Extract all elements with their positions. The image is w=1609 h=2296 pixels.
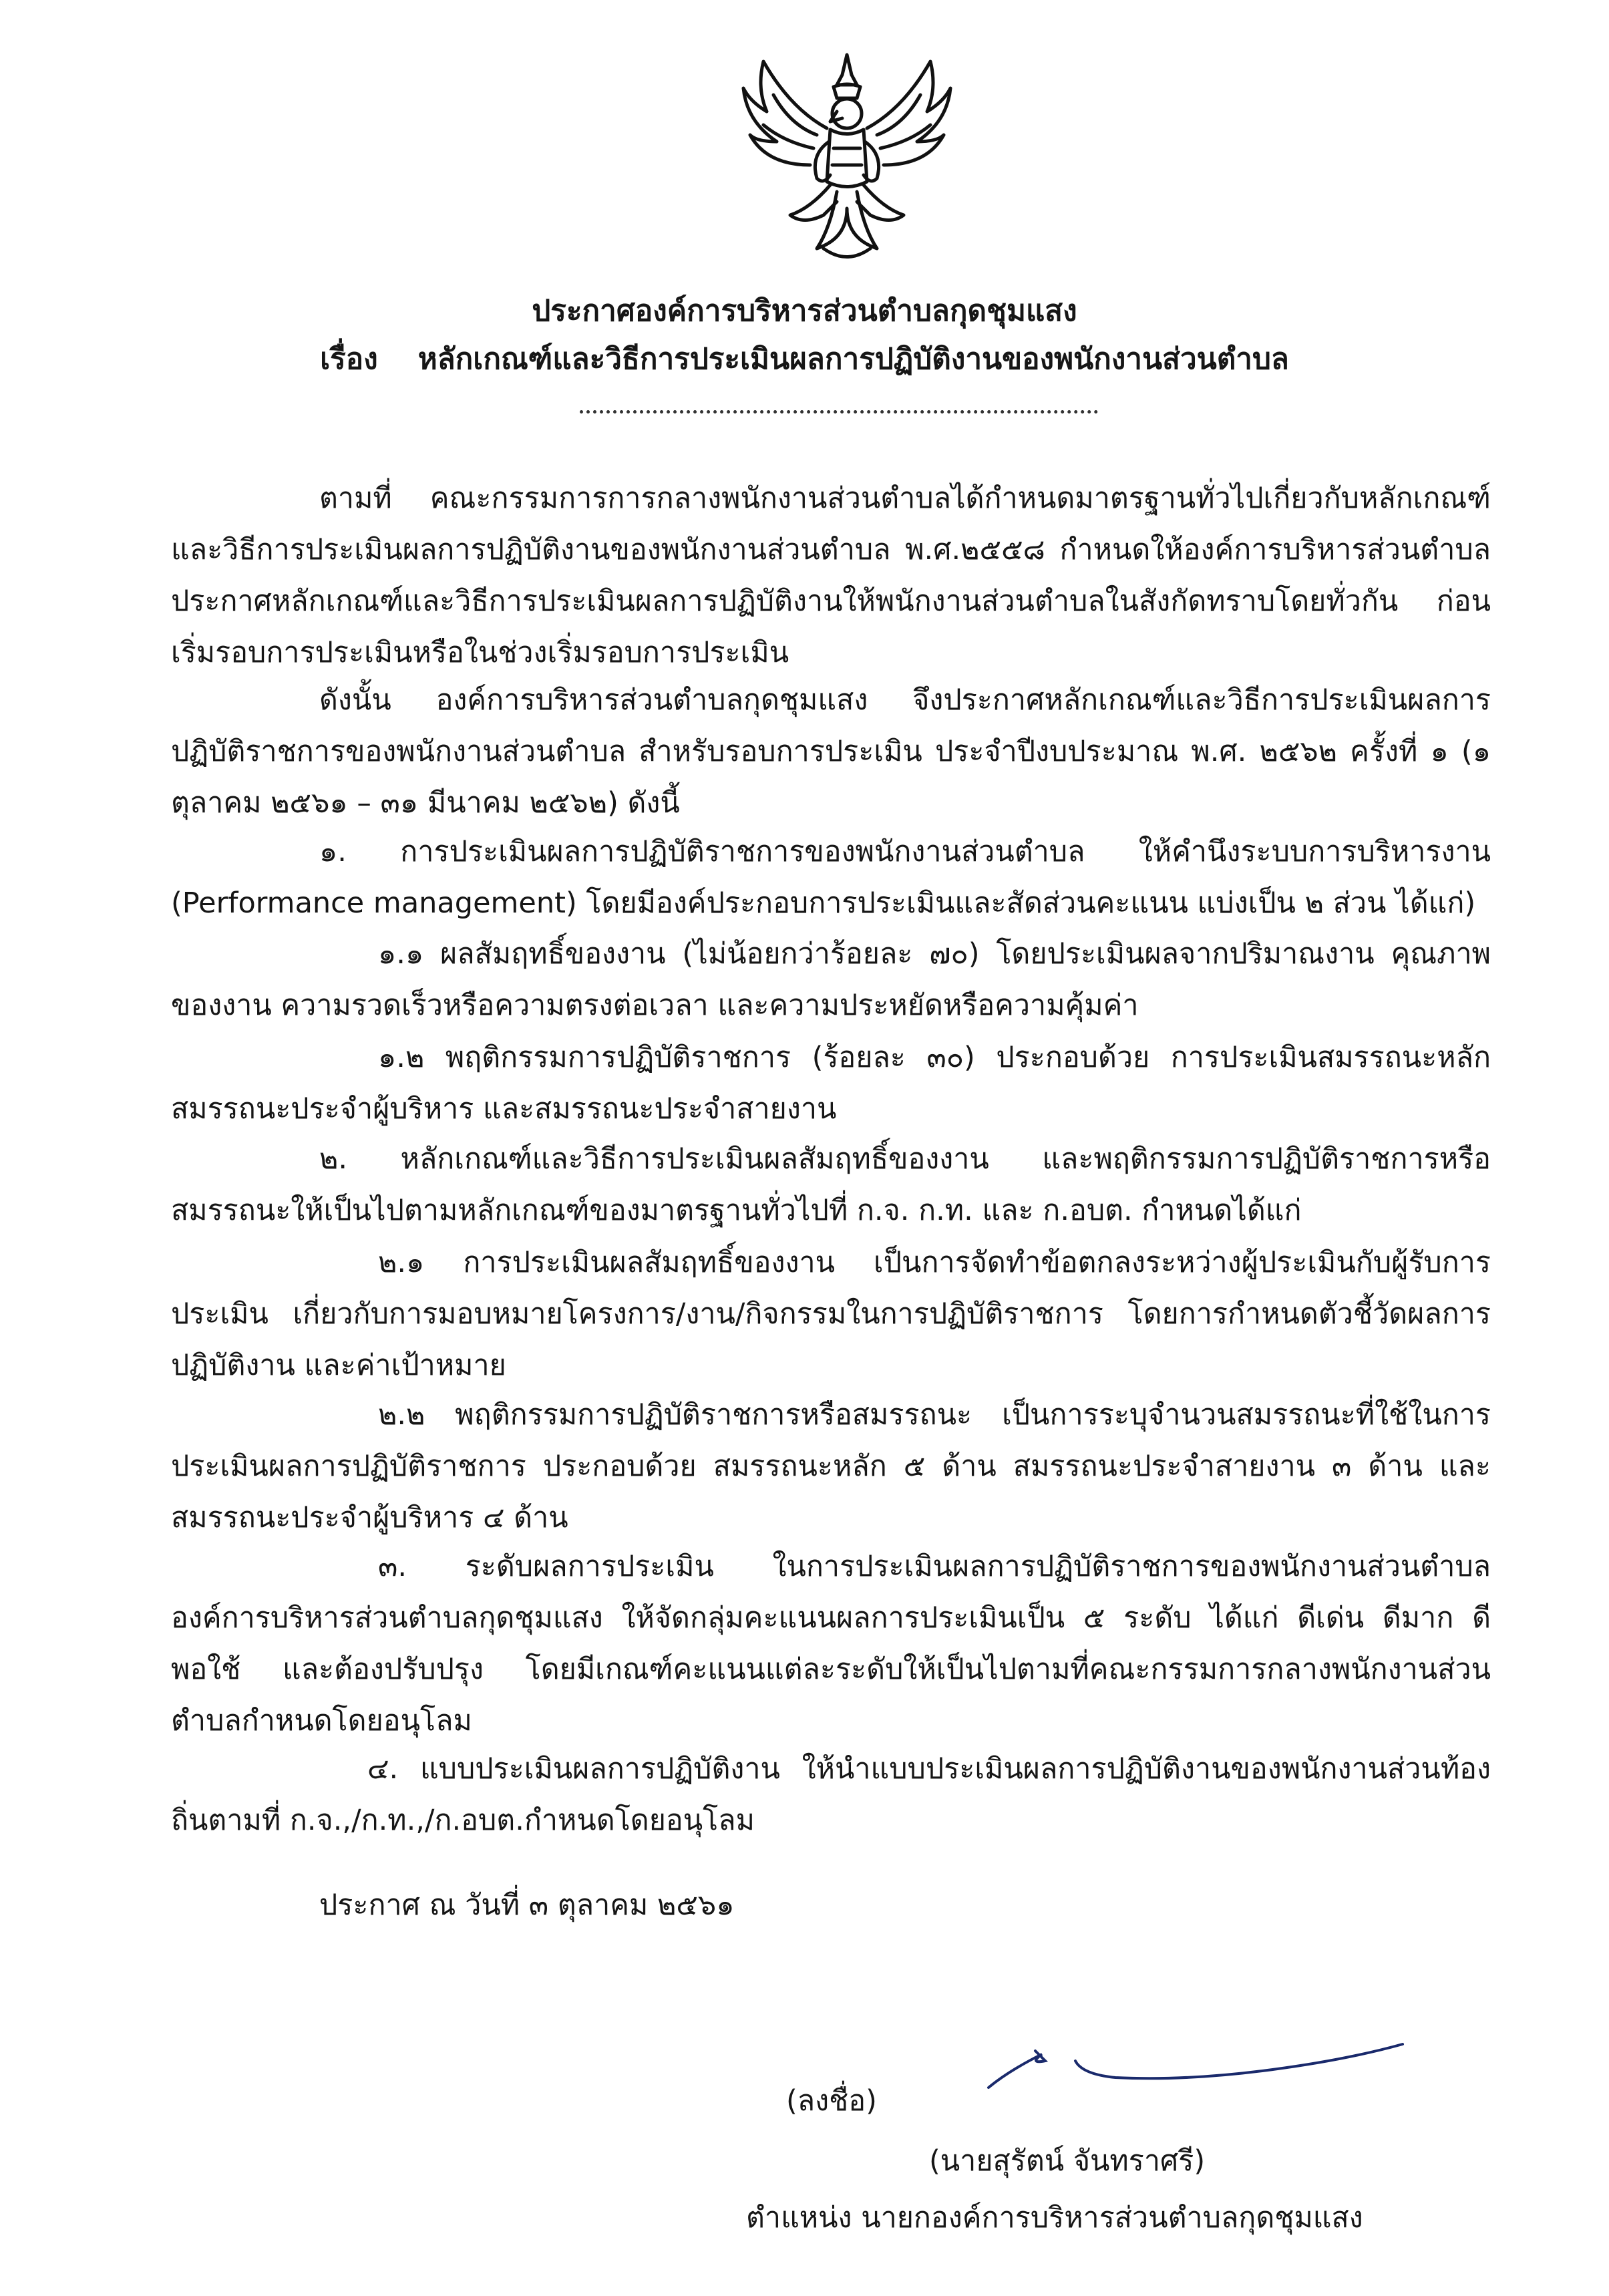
paragraph-10: ๔. แบบประเมินผลการปฏิบัติงาน ให้นำแบบประเมินผลการปฏิบัติงานของพนักงานส่วนท้องถิ่นตามที่ ก.จ.,/ก.ท.,/ก.อบต.กำหนดโดยอนุโลม: [171, 1752, 1491, 1837]
document-subject: [0, 339, 1609, 379]
garuda-emblem-icon: [737, 48, 957, 269]
divider-dots: [580, 410, 1098, 414]
paragraph-4: ๑.๑ ผลสัมฤทธิ์ของงาน (ไม่น้อยกว่าร้อยละ ๗๐) โดยประเมินผลจากปริมาณงาน คุณภาพของงาน ความรวดเร็วหรือความตรงต่อเวลา และความประหยัดหรือความคุ้มค่า: [171, 937, 1491, 1022]
document-title: ประกาศองค์การบริหารส่วนตำบลกุดชุมแสง: [532, 294, 1077, 328]
subject-label: เรื่อง: [320, 342, 378, 376]
paragraph-8: ๒.๒ พฤติกรรมการปฏิบัติราชการหรือสมรรถนะ เป็นการระบุจำนวนสมรรถนะที่ใช้ในการประเมินผลการปฏิบัติราชการ ประกอบด้วย สมรรถนะหลัก ๕ ด้าน สมรรถนะประจำสายงาน ๓ ด้าน และสมรรถนะประจำผู้บริหาร ๔ ด้าน: [171, 1398, 1491, 1534]
paragraph-5: ๑.๒ พฤติกรรมการปฏิบัติราชการ (ร้อยละ ๓๐) ประกอบด้วย การประเมินสมรรถนะหลัก สมรรถนะประจำผู้บริหาร และสมรรถนะประจำสายงาน: [171, 1041, 1491, 1126]
announcement-date: ประกาศ ณ วันที่ ๓ ตุลาคม ๒๕๖๑: [319, 1889, 735, 1922]
paragraph-2: ดังนั้น องค์การบริหารส่วนตำบลกุดชุมแสง จึงประกาศหลักเกณฑ์และวิธีการประเมินผลการปฏิบัติราชการของพนักงานส่วนตำบล สำหรับรอบการประเมิน ประจำปีงบประมาณ พ.ศ. ๒๕๖๒ ครั้งที่ ๑ (๑ ตุลาคม ๒๕๖๑ – ๓๑ มีนาคม ๒๕๖๒) ดังนี้: [171, 683, 1491, 820]
subject-text: หลักเกณฑ์และวิธีการประเมินผลการปฏิบัติงานของพนักงานส่วนตำบล: [417, 342, 1289, 376]
signatory-position: ตำแหน่ง นายกองค์การบริหารส่วนตำบลกุดชุมแสง: [746, 2201, 1363, 2235]
paragraph-6: ๒. หลักเกณฑ์และวิธีการประเมินผลสัมฤทธิ์ของงาน และพฤติกรรมการปฏิบัติราชการหรือสมรรถนะให้เป็นไปตามหลักเกณฑ์ของมาตรฐานทั่วไปที่ ก.จ. ก.ท. และ ก.อบต. กำหนดได้แก่: [171, 1142, 1491, 1227]
paragraph-7: ๒.๑ การประเมินผลสัมฤทธิ์ของงาน เป็นการจัดทำข้อตกลงระหว่างผู้ประเมินกับผู้รับการประเมิน เกี่ยวกับการมอบหมายโครงการ/งาน/กิจกรรมในการปฏิบัติราชการ โดยการกำหนดตัวชี้วัดผลการปฏิบัติงาน และค่าเป้าหมาย: [171, 1246, 1491, 1382]
signature-label: (ลงชื่อ): [786, 2084, 877, 2118]
handwritten-signature: [982, 2024, 1409, 2098]
paragraph-1: ตามที่ คณะกรรมการการกลางพนักงานส่วนตำบลได้กำหนดมาตรฐานทั่วไปเกี่ยวกับหลักเกณฑ์และวิธีการประเมินผลการปฏิบัติงานของพนักงานส่วนตำบล พ.ศ.๒๕๕๘ กำหนดให้องค์การบริหารส่วนตำบลประกาศหลักเกณฑ์และวิธีการประเมินผลการปฏิบัติงานให้พนักงานส่วนตำบลในสังกัดทราบโดยทั่วกัน ก่อนเริ่มรอบการประเมินหรือในช่วงเริ่มรอบการประเมิน: [171, 482, 1491, 669]
paragraph-3: ๑. การประเมินผลการปฏิบัติราชการของพนักงานส่วนตำบล ให้คำนึงระบบการบริหารงาน (Performance management) โดยมีองค์ประกอบการประเมินและสัดส่วนคะแนน แบ่งเป็น ๒ ส่วน ได้แก่): [171, 835, 1491, 920]
paragraph-9: ๓. ระดับผลการประเมิน ในการประเมินผลการปฏิบัติราชการของพนักงานส่วนตำบลองค์การบริหารส่วนตำบลกุดชุมแสง ให้จัดกลุ่มคะแนนผลการประเมินเป็น ๕ ระดับ ได้แก่ ดีเด่น ดีมาก ดี พอใช้ และต้องปรับปรุง โดยมีเกณฑ์คะแนนแต่ละระดับให้เป็นไปตามที่คณะกรรมการกลางพนักงานส่วนตำบลกำหนดโดยอนุโลม: [171, 1550, 1491, 1738]
signatory-name: (นายสุรัตน์ จันทราศรี): [929, 2144, 1206, 2178]
